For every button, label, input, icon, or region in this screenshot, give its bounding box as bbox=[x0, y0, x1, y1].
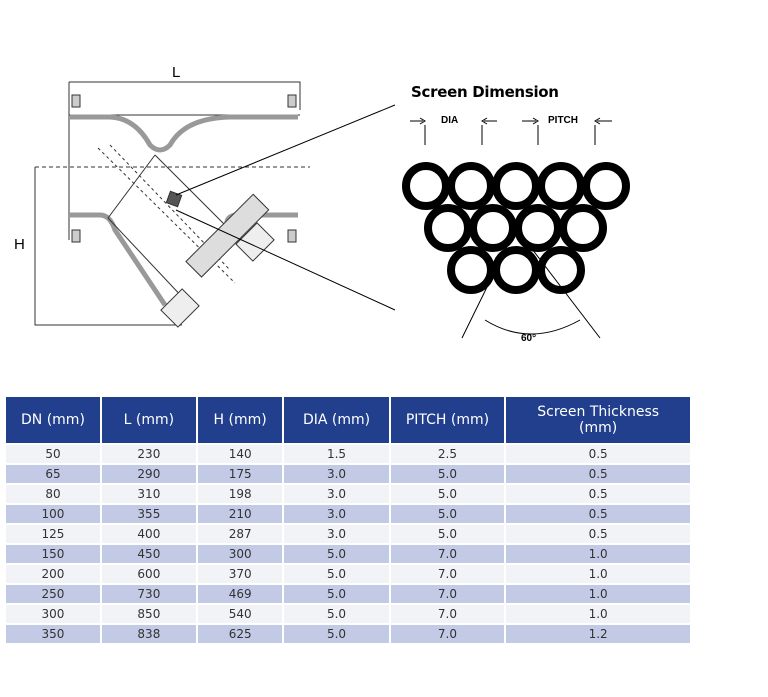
table-cell: 65 bbox=[6, 463, 100, 483]
table-cell: 730 bbox=[102, 583, 196, 603]
table-cell: 7.0 bbox=[391, 583, 505, 603]
table-cell: 5.0 bbox=[284, 623, 388, 643]
table-cell: 5.0 bbox=[391, 463, 505, 483]
table-cell: 5.0 bbox=[284, 543, 388, 563]
table-cell: 1.2 bbox=[506, 623, 690, 643]
table-cell: 469 bbox=[198, 583, 283, 603]
pitch-label: PITCH bbox=[548, 115, 578, 126]
column-header: DN (mm) bbox=[6, 397, 100, 443]
angle-label: 60° bbox=[521, 333, 537, 344]
table-cell: 300 bbox=[6, 603, 100, 623]
table-cell: 140 bbox=[198, 443, 283, 463]
table-cell: 3.0 bbox=[284, 503, 388, 523]
table-cell: 5.0 bbox=[284, 583, 388, 603]
table-cell: 0.5 bbox=[506, 463, 690, 483]
dimension-l-label: L bbox=[172, 64, 181, 81]
table-cell: 0.5 bbox=[506, 523, 690, 543]
table-row bbox=[6, 623, 690, 643]
table-row bbox=[6, 543, 690, 563]
table-cell: 290 bbox=[102, 463, 196, 483]
table-cell: 5.0 bbox=[391, 483, 505, 503]
table-cell: 7.0 bbox=[391, 623, 505, 643]
table-row bbox=[6, 583, 690, 603]
table-cell: 0.5 bbox=[506, 503, 690, 523]
column-header: DIA (mm) bbox=[284, 397, 388, 443]
column-header: PITCH (mm) bbox=[391, 397, 505, 443]
table-cell: 1.0 bbox=[506, 563, 690, 583]
table-cell: 310 bbox=[102, 483, 196, 503]
table-cell: 370 bbox=[198, 563, 283, 583]
table-cell: 230 bbox=[102, 443, 196, 463]
table-cell: 850 bbox=[102, 603, 196, 623]
dimension-h-label: H bbox=[14, 236, 25, 253]
table-cell: 210 bbox=[198, 503, 283, 523]
table-cell: 400 bbox=[102, 523, 196, 543]
table-cell: 540 bbox=[198, 603, 283, 623]
table-cell: 355 bbox=[102, 503, 196, 523]
dimension-table bbox=[4, 397, 692, 643]
table-cell: 3.0 bbox=[284, 463, 388, 483]
table-cell: 175 bbox=[198, 463, 283, 483]
table-cell: 5.0 bbox=[391, 503, 505, 523]
table-row bbox=[6, 563, 690, 583]
table-row bbox=[6, 503, 690, 523]
table-cell: 2.5 bbox=[391, 443, 505, 463]
table-cell: 450 bbox=[102, 543, 196, 563]
table-cell: 0.5 bbox=[506, 443, 690, 463]
table-cell: 5.0 bbox=[284, 603, 388, 623]
column-header: H (mm) bbox=[198, 397, 283, 443]
table-row bbox=[6, 523, 690, 543]
table-cell: 1.0 bbox=[506, 603, 690, 623]
table-cell: 0.5 bbox=[506, 483, 690, 503]
table-cell: 7.0 bbox=[391, 563, 505, 583]
table-cell: 150 bbox=[6, 543, 100, 563]
column-header: Screen Thickness (mm) bbox=[506, 397, 690, 443]
table-cell: 1.5 bbox=[284, 443, 388, 463]
table-cell: 250 bbox=[6, 583, 100, 603]
table-cell: 3.0 bbox=[284, 483, 388, 503]
table-cell: 200 bbox=[6, 563, 100, 583]
table-cell: 125 bbox=[6, 523, 100, 543]
table-row bbox=[6, 483, 690, 503]
table-cell: 3.0 bbox=[284, 523, 388, 543]
table-cell: 50 bbox=[6, 443, 100, 463]
table-cell: 5.0 bbox=[391, 523, 505, 543]
table-cell: 7.0 bbox=[391, 543, 505, 563]
table-cell: 198 bbox=[198, 483, 283, 503]
column-header: L (mm) bbox=[102, 397, 196, 443]
table-cell: 838 bbox=[102, 623, 196, 643]
table-row bbox=[6, 463, 690, 483]
table-cell: 1.0 bbox=[506, 583, 690, 603]
table-cell: 600 bbox=[102, 563, 196, 583]
table-cell: 5.0 bbox=[284, 563, 388, 583]
table-cell: 80 bbox=[6, 483, 100, 503]
table-cell: 625 bbox=[198, 623, 283, 643]
table-cell: 350 bbox=[6, 623, 100, 643]
table-cell: 100 bbox=[6, 503, 100, 523]
table-cell: 1.0 bbox=[506, 543, 690, 563]
table-row bbox=[6, 443, 690, 463]
table-cell: 7.0 bbox=[391, 603, 505, 623]
screen-dimension-title: Screen Dimension bbox=[411, 83, 559, 101]
table-cell: 300 bbox=[198, 543, 283, 563]
dia-label: DIA bbox=[441, 115, 459, 126]
table-cell: 287 bbox=[198, 523, 283, 543]
table-row bbox=[6, 603, 690, 623]
